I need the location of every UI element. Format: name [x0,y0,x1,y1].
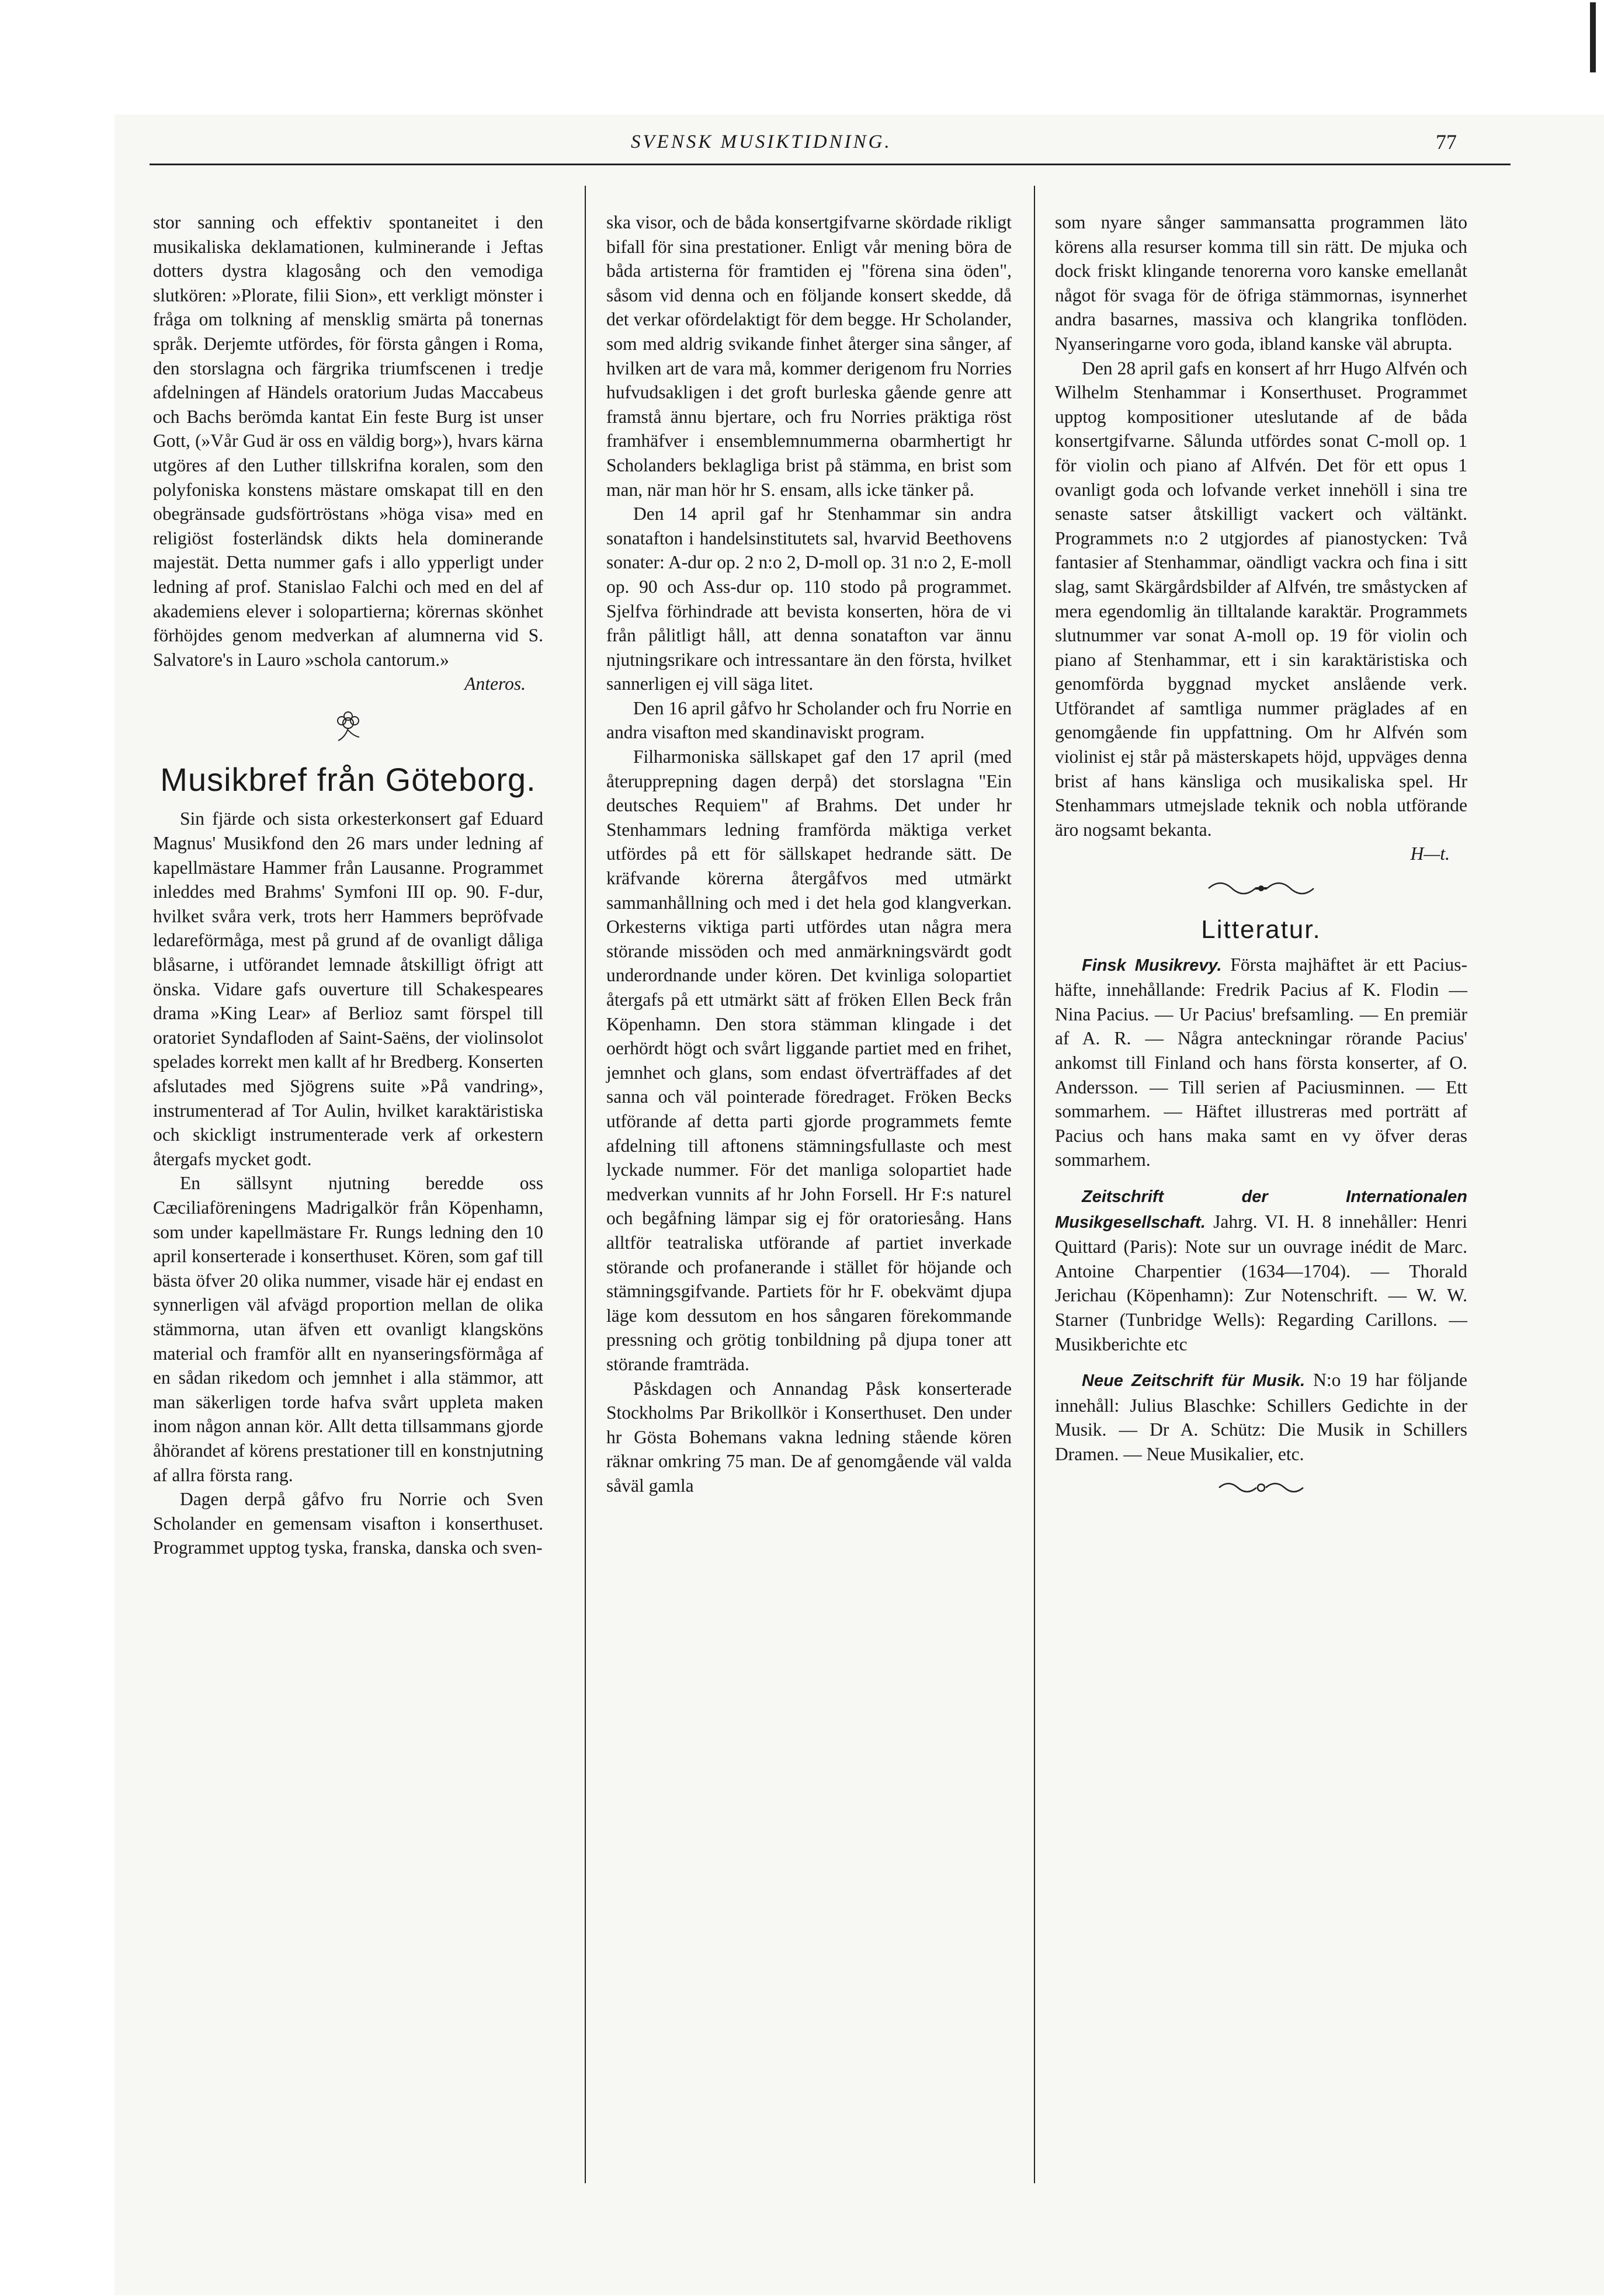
column-2 [606,210,1012,1498]
scroll-ornament-icon [1203,877,1320,900]
review-entry [1055,1184,1467,1356]
body-paragraph: Den 28 april gafs en konsert af hrr Hugo Alfvén och Wilhelm Stenhammar i Konserthuset. Programmet upptog kompositioner uteslutande af de båda konsertgifvarne. Sålunda utfördes sonat C-moll op. 1 för violin och piano af Alfvén. Det för ett opus 1 ovanligt goda och lofvande verket innehöll i sina tre senaste satser åtskilligt vackert och vältänkt. Programmets n:o 2 utgjordes af pianostycken: Två fantasier af Stenhammar, oändligt vackra och fina i sitt slag, samt Skärgårdsbilder af Alfvén, tre småstycken af mera egendomlig än tilltalande karaktär. Programmets slutnummer var sonat A-moll op. 19 för violin och piano af Stenhammar, ett i sin karaktäristiska och genomförda byggnad mycket anslående verk. Utförandet af samtliga nummer präglades af en genomgående fin uppfattning. Om hr Alfvén som violinist ej står på mästerskapets höjd, uppväges denna brist af hans känsliga och musikaliska spel. Hr Stenhammars utmejslade teknik och nobla utförande äro nogsamt bekanta. [1055,357,1467,840]
review-title: Neue Zeitschrift für Musik. [1082,1371,1306,1391]
body-paragraph: Sin fjärde och sista orkesterkonsert gaf Eduard Magnus' Musikfond den 26 mars under ledning af kapellmästare Hammer från Lausanne. Programmet inleddes med Brahms' Symfoni III op. 90. F-dur, hvilket svåra verk, trots herr Hammers bepröfvade ledareförmåga, mest på grund af de ovanligt dåliga blåsarne, i utförandet lemnade åtskilligt öfrigt att önska. Vidare gafs ouverture till Schakespeares drama »King Lear» af Berlioz samt förspel till oratoriet Syndafloden af Saint-Saëns, der violinsolot spelades korrekt men kallt af hr Bredberg. Konserten afslutades med Sjögrens suite »På vandring», instrumenterad af Tor Aulin, hvilket karaktäristiska och skickligt instrumenterade verk af orkestern återgafs mycket godt. [153,808,543,1169]
review-title: Finsk Musikrevy. [1082,956,1222,975]
review-text: Första majhäftet är ett Pacius-häfte, innehållande: Fredrik Pacius af K. Flodin — Nina Pacius. — Ur Pacius' brefsamling. — En premiär af A. R. — Några anteckningar rörande Pacius' ankomst till Finland och hans första konserter, af O. Andersson. — Till serien af Paciusminnen. — Ett sommarhem. — Häftet illustreras med porträtt af Pacius och hans maka samt en vy öfver deras sommarhem. [1055,954,1467,1170]
section-heading: Litteratur. [1201,915,1321,944]
body-paragraph: Den 16 april gåfvo hr Scholander och fru Norrie en andra visafton med skandinaviskt program. [606,697,1012,743]
running-title: SVENSK MUSIKTIDNING. [631,131,892,152]
body-paragraph: Påskdagen och Annandag Påsk konserterade Stockholms Par Brikollkör i Konserthuset. Den under hr Gösta Bohemans vakna ledning stående kören räknar omkring 75 man. De af genomgående väl valda såväl gamla [606,1378,1012,1496]
review-text: Jahrg. VI. H. 8 innehåller: Henri Quittard (Paris): Note sur un ouvrage inédit de Marc. Antoine Charpentier (1634—1704). — Thorald Jerichau (Köpenhamn): Zur Notenschrift. — W. W. Starner (Tunbridge Wells): Regarding Carillons. — Musikberichte etc [1055,1211,1467,1354]
body-paragraph: stor sanning och effektiv spontaneitet i den musikaliska deklamationen, kulminerande i Jeftas dotters dystra klagosång och den vemodiga slutkören: »Plorate, filii Sion», ett verkligt mönster i fråga om tolkning af mensklig smärta på tonernas språk. Derjemte utfördes, för första gången i Roma, den storslagna och färgrika triumfscenen i tredje afdelningen af Händels oratorium Judas Maccabeus och Bachs berömda kantat Ein feste Burg ist unser Gott, (»Vår Gud är oss en väldig borg»), hvars kärna utgöres af den Luther tillskrifna koralen, som den polyfoniska konstens mästare omskapat till en den obegränsade gudsförtröstans »höga visa» med en religiöst fosterländsk dikts hela dominerande majestät. Detta nummer gafs i allo ypperligt under ledning af prof. Stanislao Falchi och med en del af akademiens elever i solopartierna; körernas skönhet förhöjdes genom medverkan af alumnerna vid S. Salvatore's in Lauro »schola cantorum.» [153,212,543,670]
body-paragraph: En sällsynt njutning beredde oss Cæciliaföreningens Madrigalkör från Köpenhamn, som under kapellmästare Fr. Rungs ledning den 10 april konserterade i konserthuset. Kören, som gaf till bästa öfver 20 olika nummer, visade här ej endast en synnerligen väl afvägd proportion mellan de olika stämmorna, utan äfven ett ovanligt klangsköns material och framför allt en nyanseringsförmåga af en sådan rikedom och jemnhet i alla stämmor, att man säkerligen torde hafva svårt uppleta maken inom någon annan kör. Allt detta tillsammans gjorde åhörandet af körens prestationer till en konstnjutning af allra första rang. [153,1173,543,1485]
column-divider-1 [585,186,586,2183]
body-paragraph: Dagen derpå gåfvo fru Norrie och Sven Scholander en gemensam visafton i konserthuset. Programmet upptog tyska, franska, danska och sven- [153,1489,543,1558]
review-title: Zeitschrift der Internationalen Musikgesellschaft. [1055,1187,1467,1232]
review-entry [1055,1368,1467,1466]
body-paragraph: ska visor, och de båda konsertgifvarne skördade rikligt bifall för sina prestationer. Enligt vår mening böra de båda artisterna för framtiden ej "förena sina öden", såsom vid denna och en följande konsert skedde, då det verkar ofördelaktigt för dem begge. Hr Scholander, som med aldrig svikande finhet återger sina sånger, af hvilken art de vara må, kommer derigenom fru Norries hufvudsakligen i det groft burleska gående genre att framstå ännu bjertare, och fru Norries präktiga röst framhäfver i ensemblemnummerna obarmhertigt hr Scholanders beklagliga brist på stämma, en brist som man, när man hör hr S. ensam, alls icke tänker på. [606,212,1012,500]
column-1 [153,210,543,1560]
body-paragraph: Filharmoniska sällskapet gaf den 17 april (med återupprepning dagen derpå) det storslagna "Ein deutsches Requiem" af Brahms. Det under hr Stenhammars ledning framförda mäktiga verket utfördes på ett för sällskapet hedrande sätt. De kräfvande körerna återgåfvos med utmärkt sammanhållning och med i det hela god klangverkan. Orkesterns viktiga parti utfördes utan några mera störande missöden och med anmärkningsvärdt godt underordnande under kören. Det kvinliga solopartiet återgafs på ett utmärkt sätt af fröken Ellen Beck från Köpenhamn. Den stora stämman klingade i det oerhördt högt och svårt liggande partiet med en frihet, jemnhet och glans, som endast öfverträffades af det sanna och väl pointerade föredraget. Fröken Becks utförande af detta parti gjorde programmets femte afdelning till aftonens stämningsfullaste och mest lyckade nummer. För det manliga solopartiet hade medverkan vunnits af hr John Forsell. Hr F:s naturel och begåfning lämpar sig ej för oratoriesång. Hans alltför teatraliska utförande af partiet inverkade störande och profanerande i stället för höjande och stämningsgifvande. Partiets för hr F. obekvämt djupa läge kom dessutom en hos sångaren förekommande pressning och grötig tonbildning på djupa toner att störande framträda. [606,746,1012,1374]
article-heading: Musikbref från Göteborg. [160,760,536,798]
signature: Anteros. [464,673,526,694]
edge-mark [1590,2,1596,72]
flower-ornament-icon [328,707,369,748]
column-3 [1055,210,1467,1509]
review-text: N:o 19 har följande innehåll: Julius Blaschke: Schillers Gedichte in der Musik. — Dr A. Schütz: Die Musik in Schillers Dramen. — Neue Musikalier, etc. [1055,1370,1468,1464]
header-rule [150,164,1511,165]
column-divider-2 [1034,186,1035,2183]
signature: H—t. [1410,843,1450,864]
body-paragraph: som nyare sånger sammansatta programmen läto körens alla resurser komma till sin rätt. De mjuka och dock friskt klingande tenorerna voro kanske emellanåt något för svaga för de öfriga stämmornas, isynnerhet andra basarnes, massiva och klangrika tonflöden. Nyanseringarne voro goda, ibland kanske väl abrupta. [1055,212,1467,354]
review-entry [1055,953,1467,1172]
body-paragraph: Den 14 april gaf hr Stenhammar sin andra sonatafton i handelsinstitutets sal, hvarvid Beethovens sonater: A-dur op. 2 n:o 2, D-moll op. 31 n:o 2, E-moll op. 90 och Ass-dur op. 110 stodo på programmet. Sjelfva förhindrade att bevista konserten, höra de vi från pålitligt håll, att denna sonatafton var ännu njutningsrikare och intressantare än den första, hvilket sannerligen ej vill säga litet. [606,503,1012,694]
page-number: 77 [1436,130,1457,154]
end-ornament-icon [1214,1477,1308,1498]
